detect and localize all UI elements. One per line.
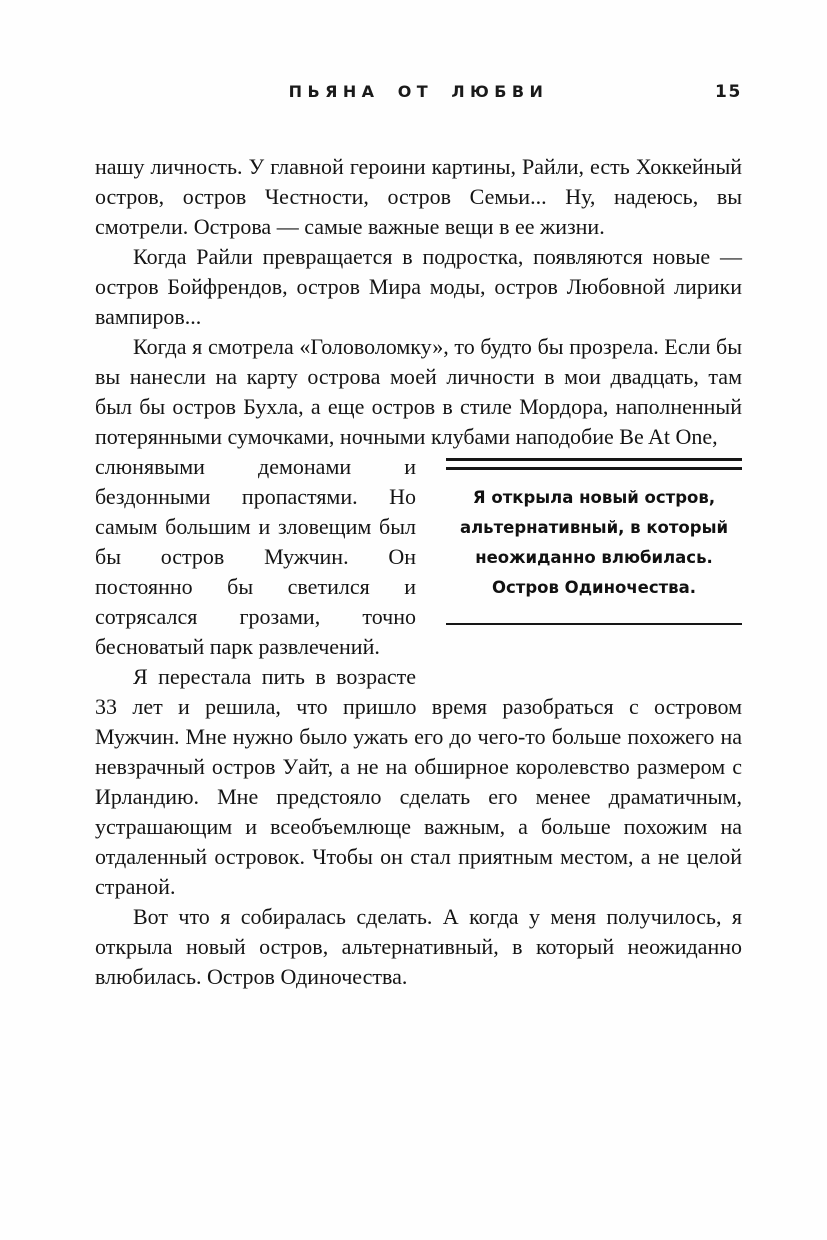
pull-quote-text: Я открыла новый остров, альтернативный, в который неожиданно влюбилась. Остров Одиночества. xyxy=(459,488,729,597)
pull-quote-bottom-rule xyxy=(446,623,742,625)
page-number: 15 xyxy=(714,82,742,102)
paragraph-wrapping: слюнявыми демонами и бездонными пропастями. Но самым большим и зловещим был бы остров Мужчин. Он постоянно бы светился и сотрясался грозами, точно бесноватый парк развлечений. xyxy=(95,454,416,659)
pull-quote xyxy=(446,458,742,625)
pull-quote-top-rule-1 xyxy=(446,458,742,461)
paragraph: Вот что я собиралась сделать. А когда у меня получилось, я открыла новый остров, альтернативный, в который неожиданно влюбилась. Остров Одиночества. xyxy=(95,904,742,989)
paragraph: Я перестала пить в возрасте 33 лет и решила, что пришло время разобраться с островом Мужчин. Мне нужно было ужать его до чего-то больше похожего на невзрачный остров Уайт, а не на обширное королевство размером с Ирландию. Мне предстояло сделать его менее драматичным, устрашающим и всеобъемлюще важным, а больше похожим на отдаленный островок. Чтобы он стал приятным местом, а не целой страной. xyxy=(95,664,742,899)
body-text xyxy=(95,152,742,992)
chapter-title: ПЬЯНА ОТ ЛЮБВИ xyxy=(288,82,549,101)
paragraph: Когда Райли превращается в подростка, появляются новые — остров Бойфрендов, остров Мира моды, остров Любовной лирики вампиров... xyxy=(95,244,742,329)
paragraph: Когда я смотрела «Головоломку», то будто бы прозрела. Если бы вы нанесли на карту острова моей личности в мои двадцать, там был бы остров Бухла, а еще остров в стиле Мордора, наполненный потерянными сумочками, ночными клубами наподобие Be At One, xyxy=(95,334,742,449)
paragraph-continuation: нашу личность. У главной героини картины, Райли, есть Хоккейный остров, остров Честности, остров Семьи... Ну, надеюсь, вы смотрели. Острова — самые важные вещи в ее жизни. xyxy=(95,154,742,239)
page-header xyxy=(95,82,742,106)
